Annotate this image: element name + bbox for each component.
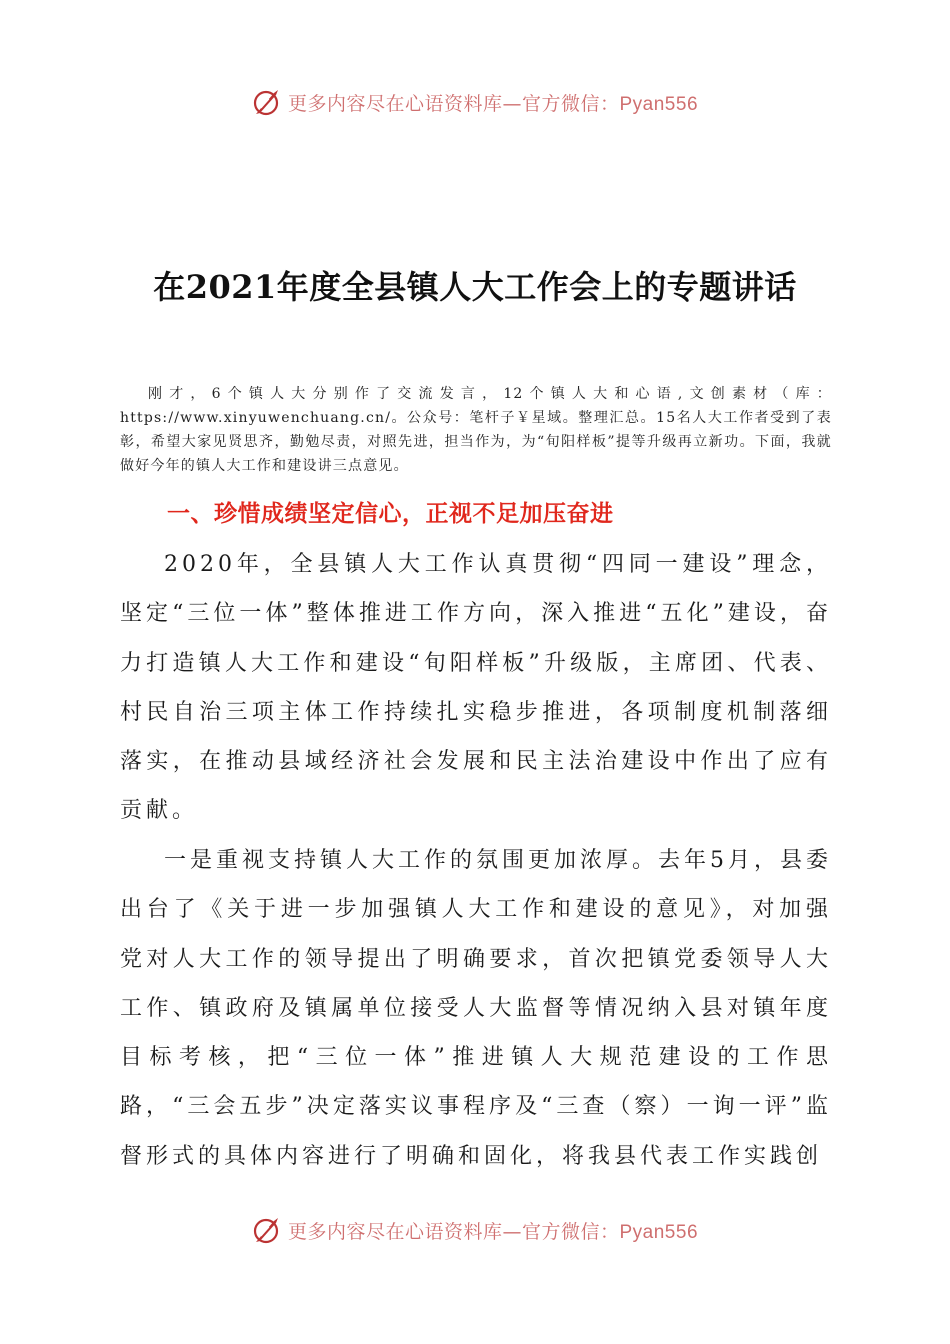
watermark-wechat-id: Pyan556 [619,1221,699,1243]
quill-pen-logo-icon [252,87,282,117]
intro-paragraph: 刚才，6个镇人大分别作了交流发言，12个镇人大和心语,文创素材（库：https://www.xinyuwenchuang.cn/。公众号：笔杆子￥星域。整理汇总。15名人大工作者受到了表彰，希望大家见贤思齐，勤勉尽责，对照先进，担当作为，为“旬阳样板”提等升级再立新功。下面，我就做好今年的镇人大工作和建设讲三点意见。 [120,386,832,474]
body-paragraph-2: 一是重视支持镇人大工作的氛围更加浓厚。去年5月，县委出台了《关于进一步加强镇人大工作和建设的意见》，对加强党对人大工作的领导提出了明确要求，首次把镇党委领导人大工作、镇政府及镇属单位接受人大监督等情况纳入县对镇年度目标考核，把“三位一体”推进镇人大规范建设的工作思路，“三会五步”决定落实议事程序及“三查（察）一询一评”监督形式的具体内容进行了明确和固化，将我县代表工作实践创 [120,848,832,1169]
watermark-banner-bottom [0,1210,950,1250]
watermark-text-bottom [288,1217,698,1244]
watermark-cn: 更多内容尽在心语资料库—官方微信： [287,92,620,115]
watermark-banner-top [0,82,950,122]
watermark-text-top [288,89,698,116]
watermark-cn: 更多内容尽在心语资料库—官方微信： [287,1220,620,1243]
document-title: 在2021年度全县镇人大工作会上的专题讲话 [153,268,797,306]
body-paragraph-1: 2020年，全县镇人大工作认真贯彻“四同一建设”理念，坚定“三位一体”整体推进工作方向，深入推进“五化”建设，奋力打造镇人大工作和建设“旬阳样板”升级版，主席团、代表、村民自治三项主体工作持续扎实稳步推进，各项制度机制落细落实，在推动县域经济社会发展和民主法治建设中作出了应有贡献。 [120,552,832,824]
watermark-wechat-id: Pyan556 [619,93,699,115]
quill-pen-logo-icon [252,1215,282,1245]
section-1-heading: 一、珍惜成绩坚定信心，正视不足加压奋进 [167,501,614,527]
